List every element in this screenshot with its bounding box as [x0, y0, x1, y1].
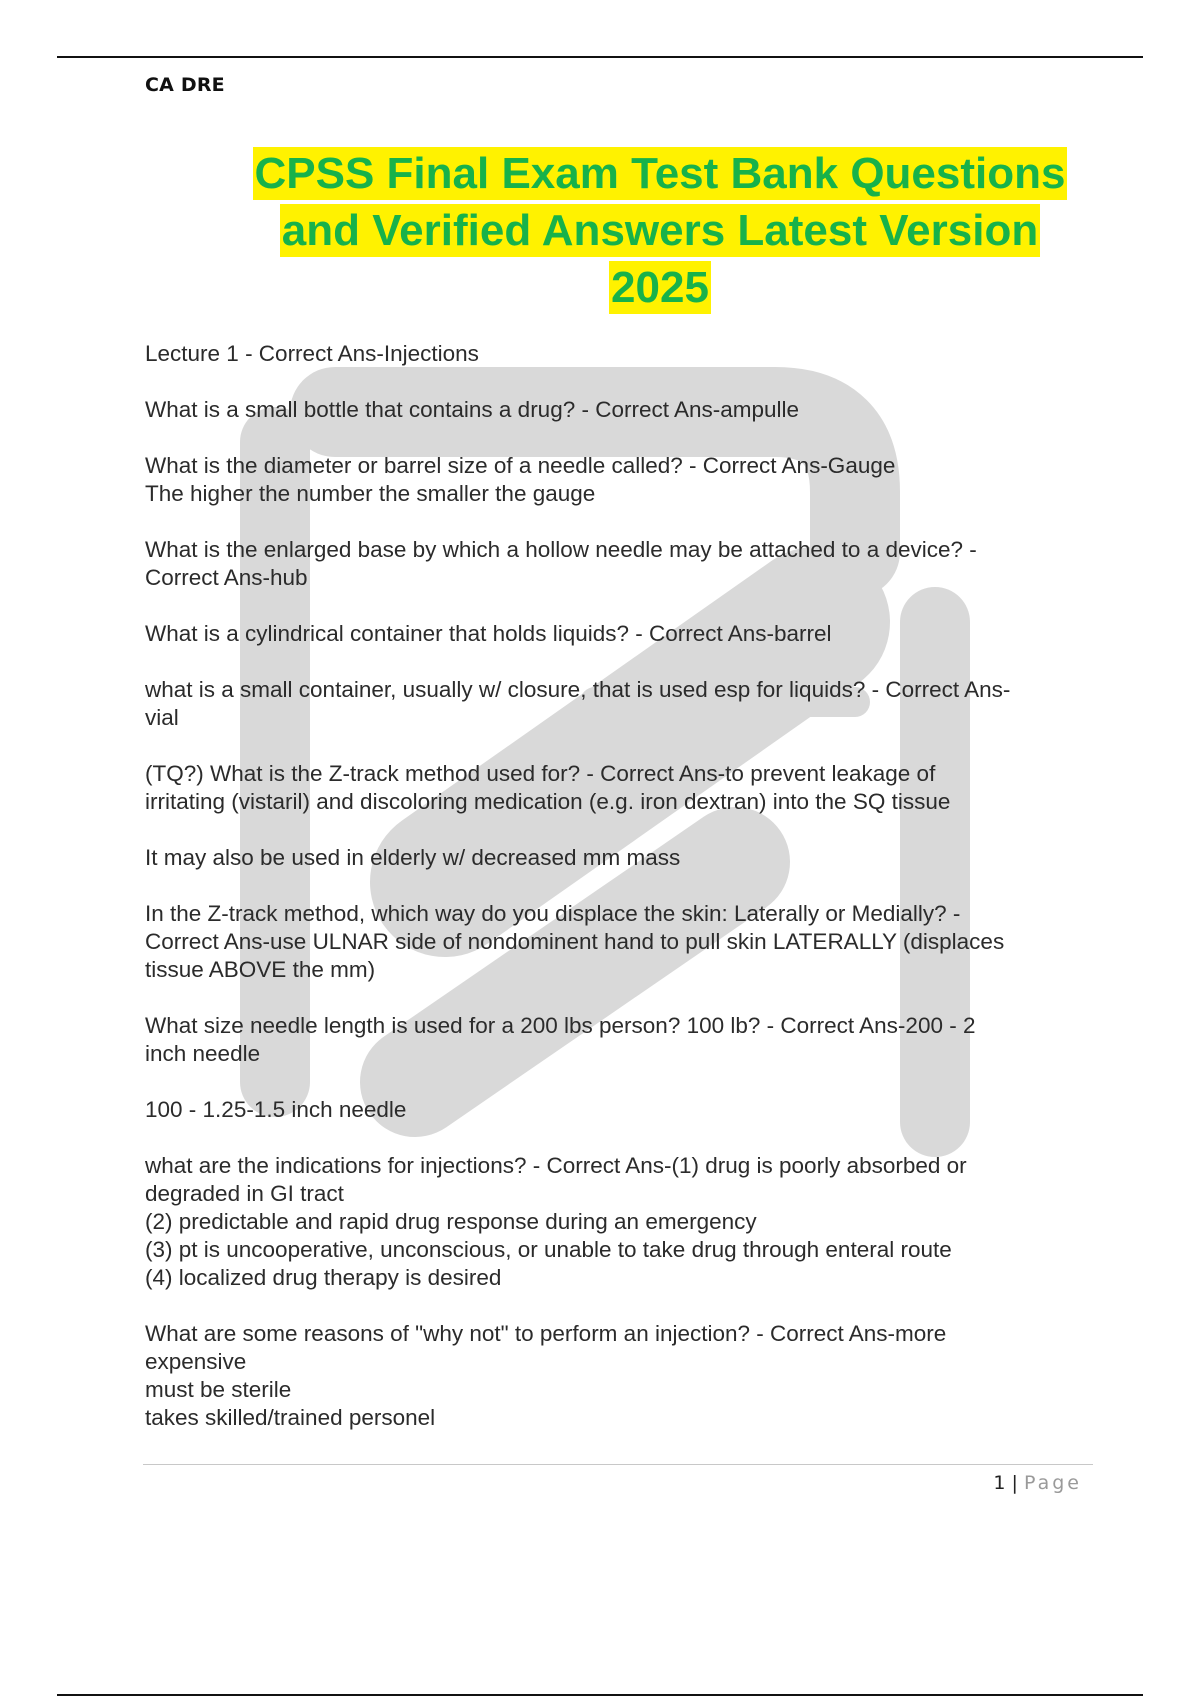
qa-item — [145, 452, 1085, 508]
header-author: CA DRE — [145, 74, 225, 96]
qa-line: (TQ?) What is the Z-track method used for? - Correct Ans-to prevent leakage of — [145, 761, 936, 786]
qa-line: inch needle — [145, 1041, 261, 1066]
qa-line: (2) predictable and rapid drug response during an emergency — [145, 1209, 757, 1234]
qa-item — [145, 844, 1085, 872]
qa-line: In the Z-track method, which way do you displace the skin: Laterally or Medially? - — [145, 901, 961, 926]
qa-item — [145, 760, 1085, 816]
qa-line: What is the diameter or barrel size of a needle called? - Correct Ans-Gauge — [145, 453, 896, 478]
qa-line: takes skilled/trained personel — [145, 1405, 436, 1430]
title-line-3: 2025 — [611, 263, 709, 312]
qa-line: What is a small bottle that contains a drug? - Correct Ans-ampulle — [145, 397, 800, 422]
page-word: Page — [1024, 1472, 1082, 1494]
qa-line: what is a small container, usually w/ closure, that is used esp for liquids? - Correct Ans- — [145, 677, 1011, 702]
qa-item — [145, 1012, 1085, 1068]
qa-item — [145, 1096, 1085, 1124]
qa-line: What size needle length is used for a 200 lbs person? 100 lb? - Correct Ans-200 - 2 — [145, 1013, 976, 1038]
page-separator: | — [1011, 1472, 1018, 1494]
qa-line: What is the enlarged base by which a hollow needle may be attached to a device? - — [145, 537, 977, 562]
title-line-1: CPSS Final Exam Test Bank Questions — [254, 149, 1066, 198]
qa-line: The higher the number the smaller the gauge — [145, 481, 596, 506]
qa-content — [145, 340, 1085, 1460]
qa-line: must be sterile — [145, 1377, 292, 1402]
qa-item — [145, 900, 1085, 984]
footer-rule — [143, 1464, 1093, 1465]
document-title — [140, 145, 1180, 316]
qa-line: 100 - 1.25-1.5 inch needle — [145, 1097, 407, 1122]
qa-line: irritating (vistaril) and discoloring medication (e.g. iron dextran) into the SQ tissue — [145, 789, 951, 814]
qa-line: what are the indications for injections? - Correct Ans-(1) drug is poorly absorbed or — [145, 1153, 967, 1178]
qa-line: It may also be used in elderly w/ decreased mm mass — [145, 845, 681, 870]
qa-line: degraded in GI tract — [145, 1181, 344, 1206]
qa-item — [145, 620, 1085, 648]
qa-item — [145, 340, 1085, 368]
qa-line: tissue ABOVE the mm) — [145, 957, 376, 982]
header-rule — [57, 56, 1143, 58]
qa-line: What are some reasons of "why not" to perform an injection? - Correct Ans-more — [145, 1321, 947, 1346]
bottom-rule — [57, 1694, 1143, 1696]
qa-item — [145, 1320, 1085, 1432]
qa-line: Lecture 1 - Correct Ans-Injections — [145, 341, 479, 366]
qa-line: vial — [145, 705, 179, 730]
qa-line: expensive — [145, 1349, 247, 1374]
page-number-footer — [993, 1472, 1082, 1494]
qa-line: (3) pt is uncooperative, unconscious, or unable to take drug through enteral route — [145, 1237, 952, 1262]
qa-line: (4) localized drug therapy is desired — [145, 1265, 502, 1290]
qa-item — [145, 536, 1085, 592]
qa-item — [145, 1152, 1085, 1292]
title-line-2: and Verified Answers Latest Version — [281, 206, 1039, 255]
qa-item — [145, 676, 1085, 732]
qa-line: What is a cylindrical container that holds liquids? - Correct Ans-barrel — [145, 621, 832, 646]
qa-item — [145, 396, 1085, 424]
page-number: 1 — [993, 1472, 1006, 1494]
qa-line: Correct Ans-use ULNAR side of nondominent hand to pull skin LATERALLY (displaces — [145, 929, 1005, 954]
qa-line: Correct Ans-hub — [145, 565, 308, 590]
